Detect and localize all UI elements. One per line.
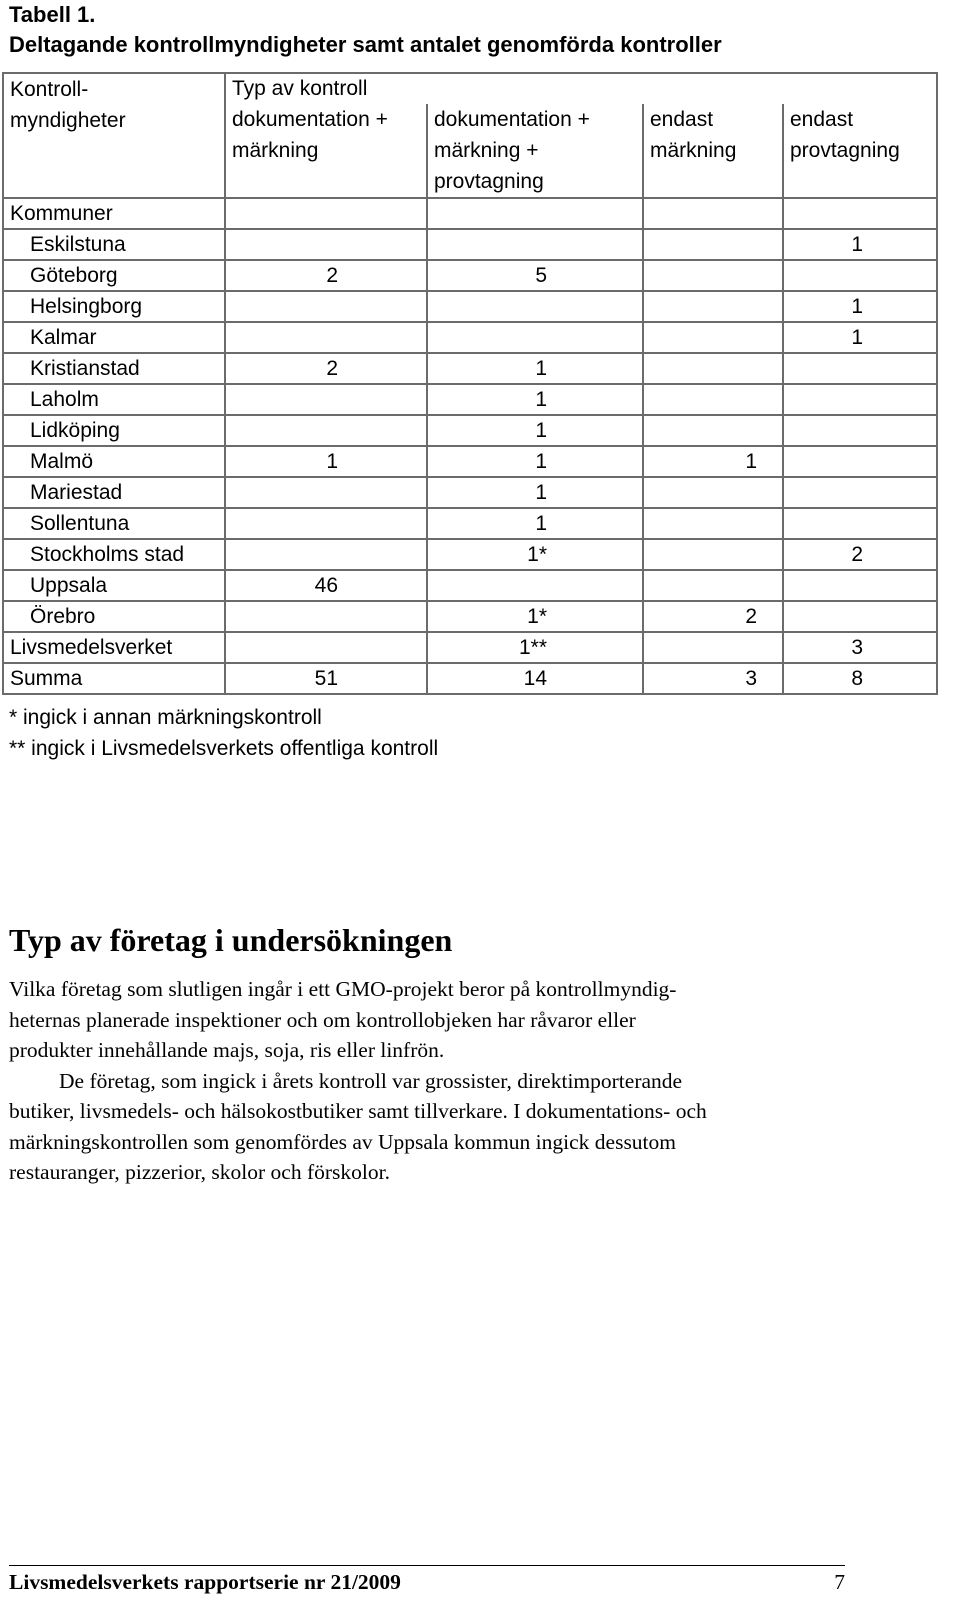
- cell-doc-marking: 1: [225, 446, 427, 477]
- cell-only-sampling: 2: [783, 539, 937, 570]
- cell-doc-marking-sampling: 5: [427, 260, 643, 291]
- cell-doc-marking-sampling: 1: [427, 353, 643, 384]
- cell-doc-marking: 46: [225, 570, 427, 601]
- cell-only-sampling: [783, 384, 937, 415]
- cell-only-sampling: 1: [783, 322, 937, 353]
- row-name: Summa: [3, 663, 225, 694]
- row-name: Sollentuna: [3, 508, 225, 539]
- paragraph-line: butiker, livsmedels- och hälsokostbutiker samt tillverkare. I dokumentations- och: [9, 1099, 707, 1123]
- table-caption: [9, 0, 722, 60]
- cell-only-sampling: 1: [783, 229, 937, 260]
- cell-doc-marking-sampling: 1*: [427, 539, 643, 570]
- table-row: [3, 570, 937, 601]
- cell-only-marking: 2: [643, 601, 783, 632]
- cell-only-sampling: [783, 446, 937, 477]
- group-label: Kommuner: [3, 198, 225, 229]
- cell-doc-marking-sampling: 1**: [427, 632, 643, 663]
- cell-doc-marking: [225, 539, 427, 570]
- cell-only-marking: [643, 322, 783, 353]
- cell-only-marking: 3: [643, 663, 783, 694]
- cell-doc-marking-sampling: 14: [427, 663, 643, 694]
- cell-only-marking: [643, 508, 783, 539]
- row-name: Örebro: [3, 601, 225, 632]
- table-row: [3, 539, 937, 570]
- table-row: [3, 446, 937, 477]
- section-body: [9, 974, 889, 1188]
- cell-doc-marking: [225, 322, 427, 353]
- cell-only-sampling: 8: [783, 663, 937, 694]
- row-name: Mariestad: [3, 477, 225, 508]
- cell-doc-marking: [225, 229, 427, 260]
- cell-only-sampling: [783, 260, 937, 291]
- cell-doc-marking: [225, 291, 427, 322]
- cell-only-sampling: [783, 601, 937, 632]
- cell-doc-marking-sampling: [427, 322, 643, 353]
- cell-doc-marking-sampling: 1*: [427, 601, 643, 632]
- cell-only-sampling: [783, 353, 937, 384]
- row-name: Göteborg: [3, 260, 225, 291]
- table-row: [3, 477, 937, 508]
- table-row: [3, 415, 937, 446]
- header-doc-marking: dokumentation + märkning: [225, 104, 427, 198]
- cell-doc-marking-sampling: [427, 291, 643, 322]
- cell-only-sampling: [783, 570, 937, 601]
- cell-doc-marking: [225, 632, 427, 663]
- paragraph-line: märkningskontrollen som genomfördes av Uppsala kommun ingick dessutom: [9, 1129, 677, 1154]
- footer-series: Livsmedelsverkets rapportserie nr 21/2009: [9, 1570, 401, 1594]
- cell-doc-marking-sampling: 1: [427, 446, 643, 477]
- table-row: [3, 260, 937, 291]
- header-authorities: Kontroll- myndigheter: [3, 73, 225, 198]
- cell-doc-marking-sampling: [427, 570, 643, 601]
- page-number: 7: [834, 1570, 845, 1594]
- table-row: [3, 229, 937, 260]
- table-row: [3, 384, 937, 415]
- cell-only-sampling: [783, 508, 937, 539]
- cell-doc-marking-sampling: 1: [427, 384, 643, 415]
- caption-title: Deltagande kontrollmyndigheter samt antalet genomförda kontroller: [9, 32, 722, 57]
- control-table: [2, 72, 938, 695]
- footnote: ** ingick i Livsmedelsverkets offentliga kontroll: [9, 737, 439, 760]
- cell-only-marking: [643, 353, 783, 384]
- row-name: Kristianstad: [3, 353, 225, 384]
- table-row-sum: [3, 663, 937, 694]
- cell-only-marking: [643, 570, 783, 601]
- cell-only-sampling: [783, 415, 937, 446]
- paragraph-line: De företag, som ingick i årets kontroll var grossister, direktimporterande: [59, 1068, 683, 1093]
- cell-doc-marking: 2: [225, 353, 427, 384]
- cell-only-marking: [643, 384, 783, 415]
- cell-only-marking: [643, 477, 783, 508]
- table-header-row: [3, 73, 937, 104]
- cell-doc-marking: [225, 384, 427, 415]
- paragraph-line: restauranger, pizzerior, skolor och förskolor.: [9, 1160, 390, 1184]
- cell-doc-marking-sampling: 1: [427, 508, 643, 539]
- cell-only-marking: [643, 539, 783, 570]
- row-name: Laholm: [3, 384, 225, 415]
- cell-doc-marking-sampling: 1: [427, 477, 643, 508]
- row-name: Eskilstuna: [3, 229, 225, 260]
- cell-only-marking: [643, 229, 783, 260]
- table-row: [3, 322, 937, 353]
- table-row: [3, 291, 937, 322]
- row-name: Livsmedelsverket: [3, 632, 225, 663]
- row-name: Uppsala: [3, 570, 225, 601]
- cell-only-marking: [643, 415, 783, 446]
- cell-doc-marking-sampling: [427, 229, 643, 260]
- cell-only-marking: [643, 632, 783, 663]
- row-name: Helsingborg: [3, 291, 225, 322]
- row-name: Malmö: [3, 446, 225, 477]
- cell-only-marking: [643, 291, 783, 322]
- cell-doc-marking: [225, 601, 427, 632]
- section-heading: Typ av företag i undersökningen: [9, 922, 453, 958]
- paragraph-line: heternas planerade inspektioner och om kontrollobjeken har råvaror eller: [9, 1007, 636, 1032]
- header-control-type: Typ av kontroll: [225, 73, 937, 104]
- cell-only-sampling: [783, 477, 937, 508]
- cell-only-marking: [643, 260, 783, 291]
- cell-only-sampling: 3: [783, 632, 937, 663]
- cell-doc-marking: [225, 415, 427, 446]
- table-row: [3, 601, 937, 632]
- table-row: [3, 508, 937, 539]
- cell-doc-marking-sampling: 1: [427, 415, 643, 446]
- paragraph-line: Vilka företag som slutligen ingår i ett GMO-projekt beror på kontrollmyndig-: [9, 977, 677, 1001]
- table-row: [3, 353, 937, 384]
- row-name: Lidköping: [3, 415, 225, 446]
- table-row-kommuner: [3, 198, 937, 229]
- cell-only-sampling: 1: [783, 291, 937, 322]
- footnote: * ingick i annan märkningskontroll: [9, 706, 322, 729]
- row-name: Kalmar: [3, 322, 225, 353]
- caption-label: Tabell 1.: [9, 2, 96, 27]
- table-row-agency: [3, 632, 937, 663]
- cell-only-marking: 1: [643, 446, 783, 477]
- header-only-marking: endast märkning: [643, 104, 783, 198]
- paragraph-line: produkter innehållande majs, soja, ris eller linfrön.: [9, 1038, 445, 1062]
- table-body: [3, 229, 937, 632]
- header-only-sampling: endast provtagning: [783, 104, 937, 198]
- cell-doc-marking: [225, 508, 427, 539]
- cell-doc-marking: 51: [225, 663, 427, 694]
- row-name: Stockholms stad: [3, 539, 225, 570]
- header-doc-marking-sampling: dokumentation + märkning + provtagning: [427, 104, 643, 198]
- page-footer: [9, 1566, 845, 1598]
- cell-doc-marking: 2: [225, 260, 427, 291]
- cell-doc-marking: [225, 477, 427, 508]
- table-footnotes: [9, 702, 438, 764]
